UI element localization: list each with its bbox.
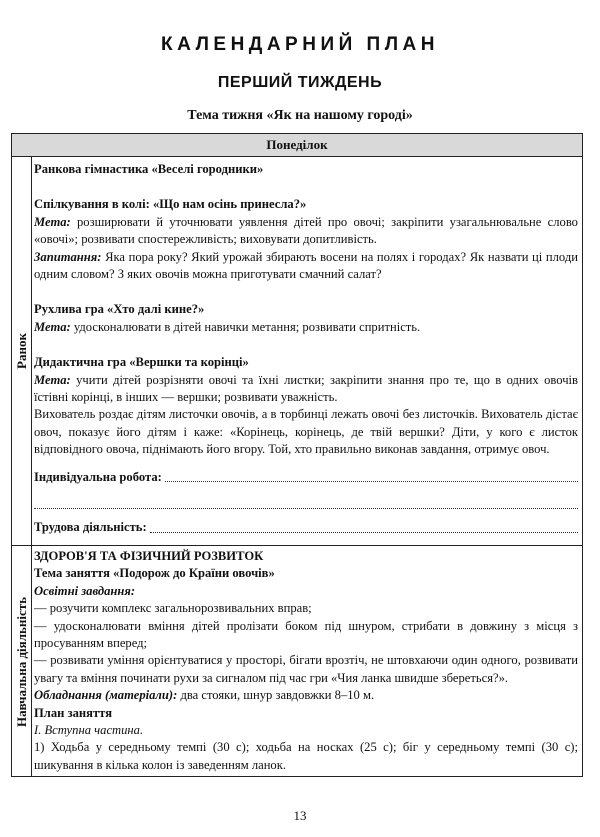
morning-content [34, 161, 578, 537]
page-title: КАЛЕНДАРНИЙ ПЛАН [161, 34, 439, 55]
task-item: — розучити комплекс загальнорозвивальних вправ; [34, 601, 312, 616]
section-divider [12, 545, 582, 546]
week-theme: Тема тижня «Як на нашому городі» [187, 108, 413, 123]
equipment: Обладнання (матеріали): два стояки, шнур завдовжки 8–10 м. [34, 688, 375, 703]
individual-work-field: Індивідуальна робота: [34, 469, 578, 486]
active-game-title: Рухлива гра «Хто далі кине?» [34, 302, 205, 317]
tasks-label: Освітні завдання: [34, 583, 136, 598]
study-label: Навчальна діяльність [14, 596, 29, 728]
labor-field: Трудова діяльність: [34, 519, 578, 536]
day-header: Понеділок [12, 134, 582, 157]
gymnastics-title: Ранкова гімнастика «Веселі городники» [34, 162, 264, 176]
didactic-title: Дидактична гра «Вершки та корінці» [34, 355, 249, 370]
task-item: — удосконалювати вміння дітей пролізати боком під шнуром, стрибати в довжину з місця з просуванням вперед; [34, 618, 578, 651]
active-game-goal: Мета: удосконалювати в дітей навички метання; розвивати спритність. [34, 319, 421, 334]
didactic-description: Вихователь роздає дітям листочки овочів, а в торбинці лежать овочі без листочків. Вихователь дістає овоч, показує його дітям і каже: «Корінець, корінець, де твій вершки? Діти, у кого є листок відповідного овоча, піднімають його вгору. Той, хто правильно виконав завдання, отримує овоч. [34, 407, 578, 457]
lesson-theme: Тема заняття «Подорож до Країни овочів» [34, 566, 275, 581]
study-content [34, 548, 578, 774]
page-number: 13 [293, 808, 307, 823]
dotted-line [34, 494, 578, 509]
section-title: ЗДОРОВ'Я ТА ФІЗИЧНИЙ РОЗВИТОК [34, 549, 264, 563]
plan-table [11, 133, 583, 777]
part-title: I. Вступна частина. [34, 723, 144, 738]
circle-goal: Мета: розширювати й уточнювати уявлення дітей про овочі; закріпити узагальнювальне слово «овочі»; розвивати спостережливість; виховувати допитливість. [34, 214, 578, 247]
circle-title: Спілкування в колі: «Що нам осінь принесла?» [34, 197, 307, 212]
task-item: — розвивати уміння орієнтуватися у просторі, бігати врозтіч, не штовхаючи один одного, розвивати увагу та вміння починати рухи за сигналом під час гри «Чия ланка швидше збереться?». [34, 653, 578, 685]
didactic-goal: Мета: учити дітей розрізняти овочі та їхні листки; закріпити знання про те, що в одних овочів їстівні корінці, в інших — вершки; розвивати уважність. [34, 372, 578, 405]
week-title: ПЕРШИЙ ТИЖДЕНЬ [217, 74, 383, 91]
side-column-divider [31, 156, 32, 776]
circle-questions: Запитання: Яка пора року? Який урожай збирають восени на полях і городах? Як назвати ці плоди одним словом? З яких овочів можна приготувати смачний салат? [34, 249, 578, 282]
plan-title: План заняття [34, 705, 113, 720]
part-text: 1) Ходьба у середньому темпі (30 с); ходьба на носках (25 с); біг у середньому темпі (30 с); шикування в кілька колон із заведенням ланок. [34, 740, 578, 772]
morning-label: Ранок [14, 333, 29, 369]
